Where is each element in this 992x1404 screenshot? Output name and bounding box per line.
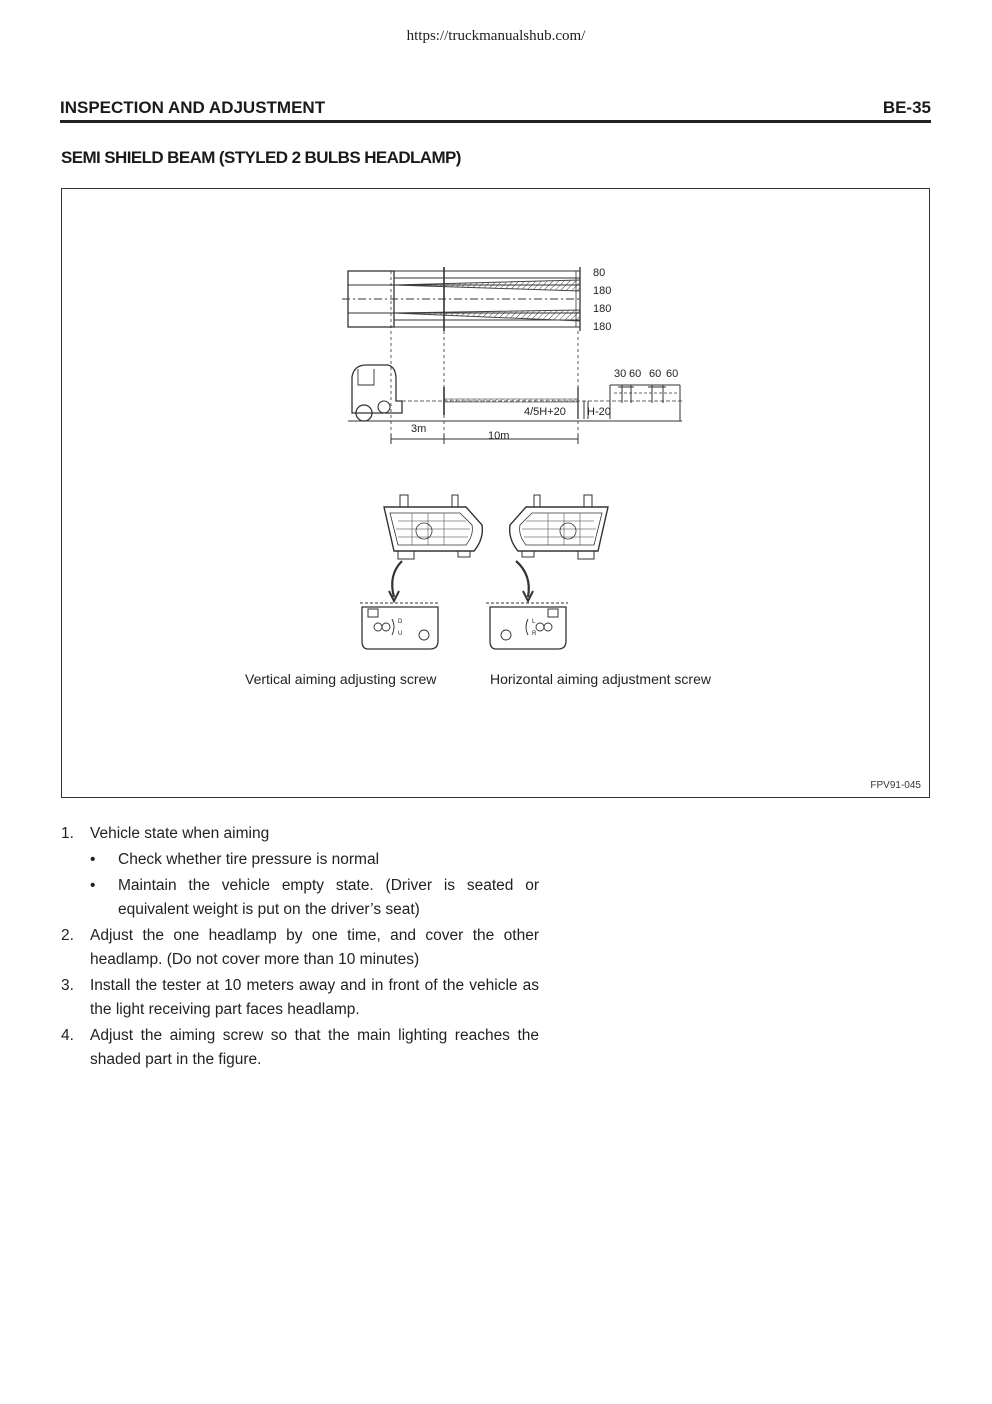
distance-dimension-lines — [391, 434, 578, 444]
bullet-dot: • — [90, 877, 96, 894]
step-text: Vehicle state when aiming — [90, 825, 270, 842]
detail-mark: D — [398, 619, 403, 625]
detail-mark: L — [532, 619, 536, 625]
right-aim-detail-box — [486, 603, 568, 649]
header-title: INSPECTION AND ADJUSTMENT — [60, 98, 326, 117]
step-bullet — [61, 874, 539, 922]
left-aim-detail-box — [360, 603, 440, 649]
step-number: 1. — [61, 825, 74, 842]
procedure-steps — [61, 822, 539, 1074]
caption-vertical-aiming: Vertical aiming adjusting screw — [245, 671, 437, 687]
source-url[interactable]: https://truckmanualshub.com/ — [406, 28, 586, 44]
height-label: 4/5H+20 — [524, 406, 566, 418]
section-title: SEMI SHIELD BEAM (STYLED 2 BULBS HEADLAMP) — [61, 148, 461, 167]
step-item — [61, 924, 539, 972]
step-number: 2. — [61, 927, 74, 944]
step-item — [61, 822, 539, 846]
step-bullet — [61, 848, 539, 872]
screen-dim-label: 60 — [649, 368, 662, 380]
top-dim-label: 180 — [593, 303, 612, 315]
bullet-dot: • — [90, 851, 96, 868]
step-text: Adjust the one headlamp by one time, and cover the other headlamp. (Do not cover more than 10 minutes) — [90, 927, 539, 968]
top-dim-label: 80 — [593, 267, 606, 279]
figure-code: FPV91-045 — [870, 780, 921, 791]
detail-mark: U — [398, 631, 403, 637]
distance-label: 3m — [411, 423, 427, 435]
distance-label: 10m — [488, 430, 510, 442]
step-item — [61, 974, 539, 1022]
step-text: Adjust the aiming screw so that the main lighting reaches the shaded part in the figure. — [90, 1027, 539, 1068]
step-number: 3. — [61, 977, 74, 994]
step-text: Install the tester at 10 meters away and in front of the vehicle as the light receiving part faces headlamp. — [90, 977, 539, 1018]
height-label: H-20 — [587, 406, 611, 418]
screen-dim-label: 60 — [629, 368, 642, 380]
top-dim-label: 180 — [593, 321, 612, 333]
figure-box — [61, 188, 930, 798]
aiming-diagram — [62, 189, 929, 797]
step-number: 4. — [61, 1027, 74, 1044]
caption-horizontal-aiming: Horizontal aiming adjustment screw — [490, 671, 711, 687]
page-header — [60, 98, 931, 123]
left-headlamp-illustration — [384, 495, 482, 601]
right-headlamp-illustration — [510, 495, 608, 601]
screen-dim-label: 30 — [614, 368, 627, 380]
screen-dim-label: 60 — [666, 368, 679, 380]
bullet-text: Maintain the vehicle empty state. (Driver is seated or equivalent weight is put on the driver’s seat) — [118, 877, 539, 918]
bullet-text: Check whether tire pressure is normal — [118, 851, 380, 868]
step-item — [61, 1024, 539, 1072]
detail-mark: R — [532, 631, 537, 637]
page-number: BE-35 — [882, 98, 931, 117]
top-dim-label: 180 — [593, 285, 612, 297]
